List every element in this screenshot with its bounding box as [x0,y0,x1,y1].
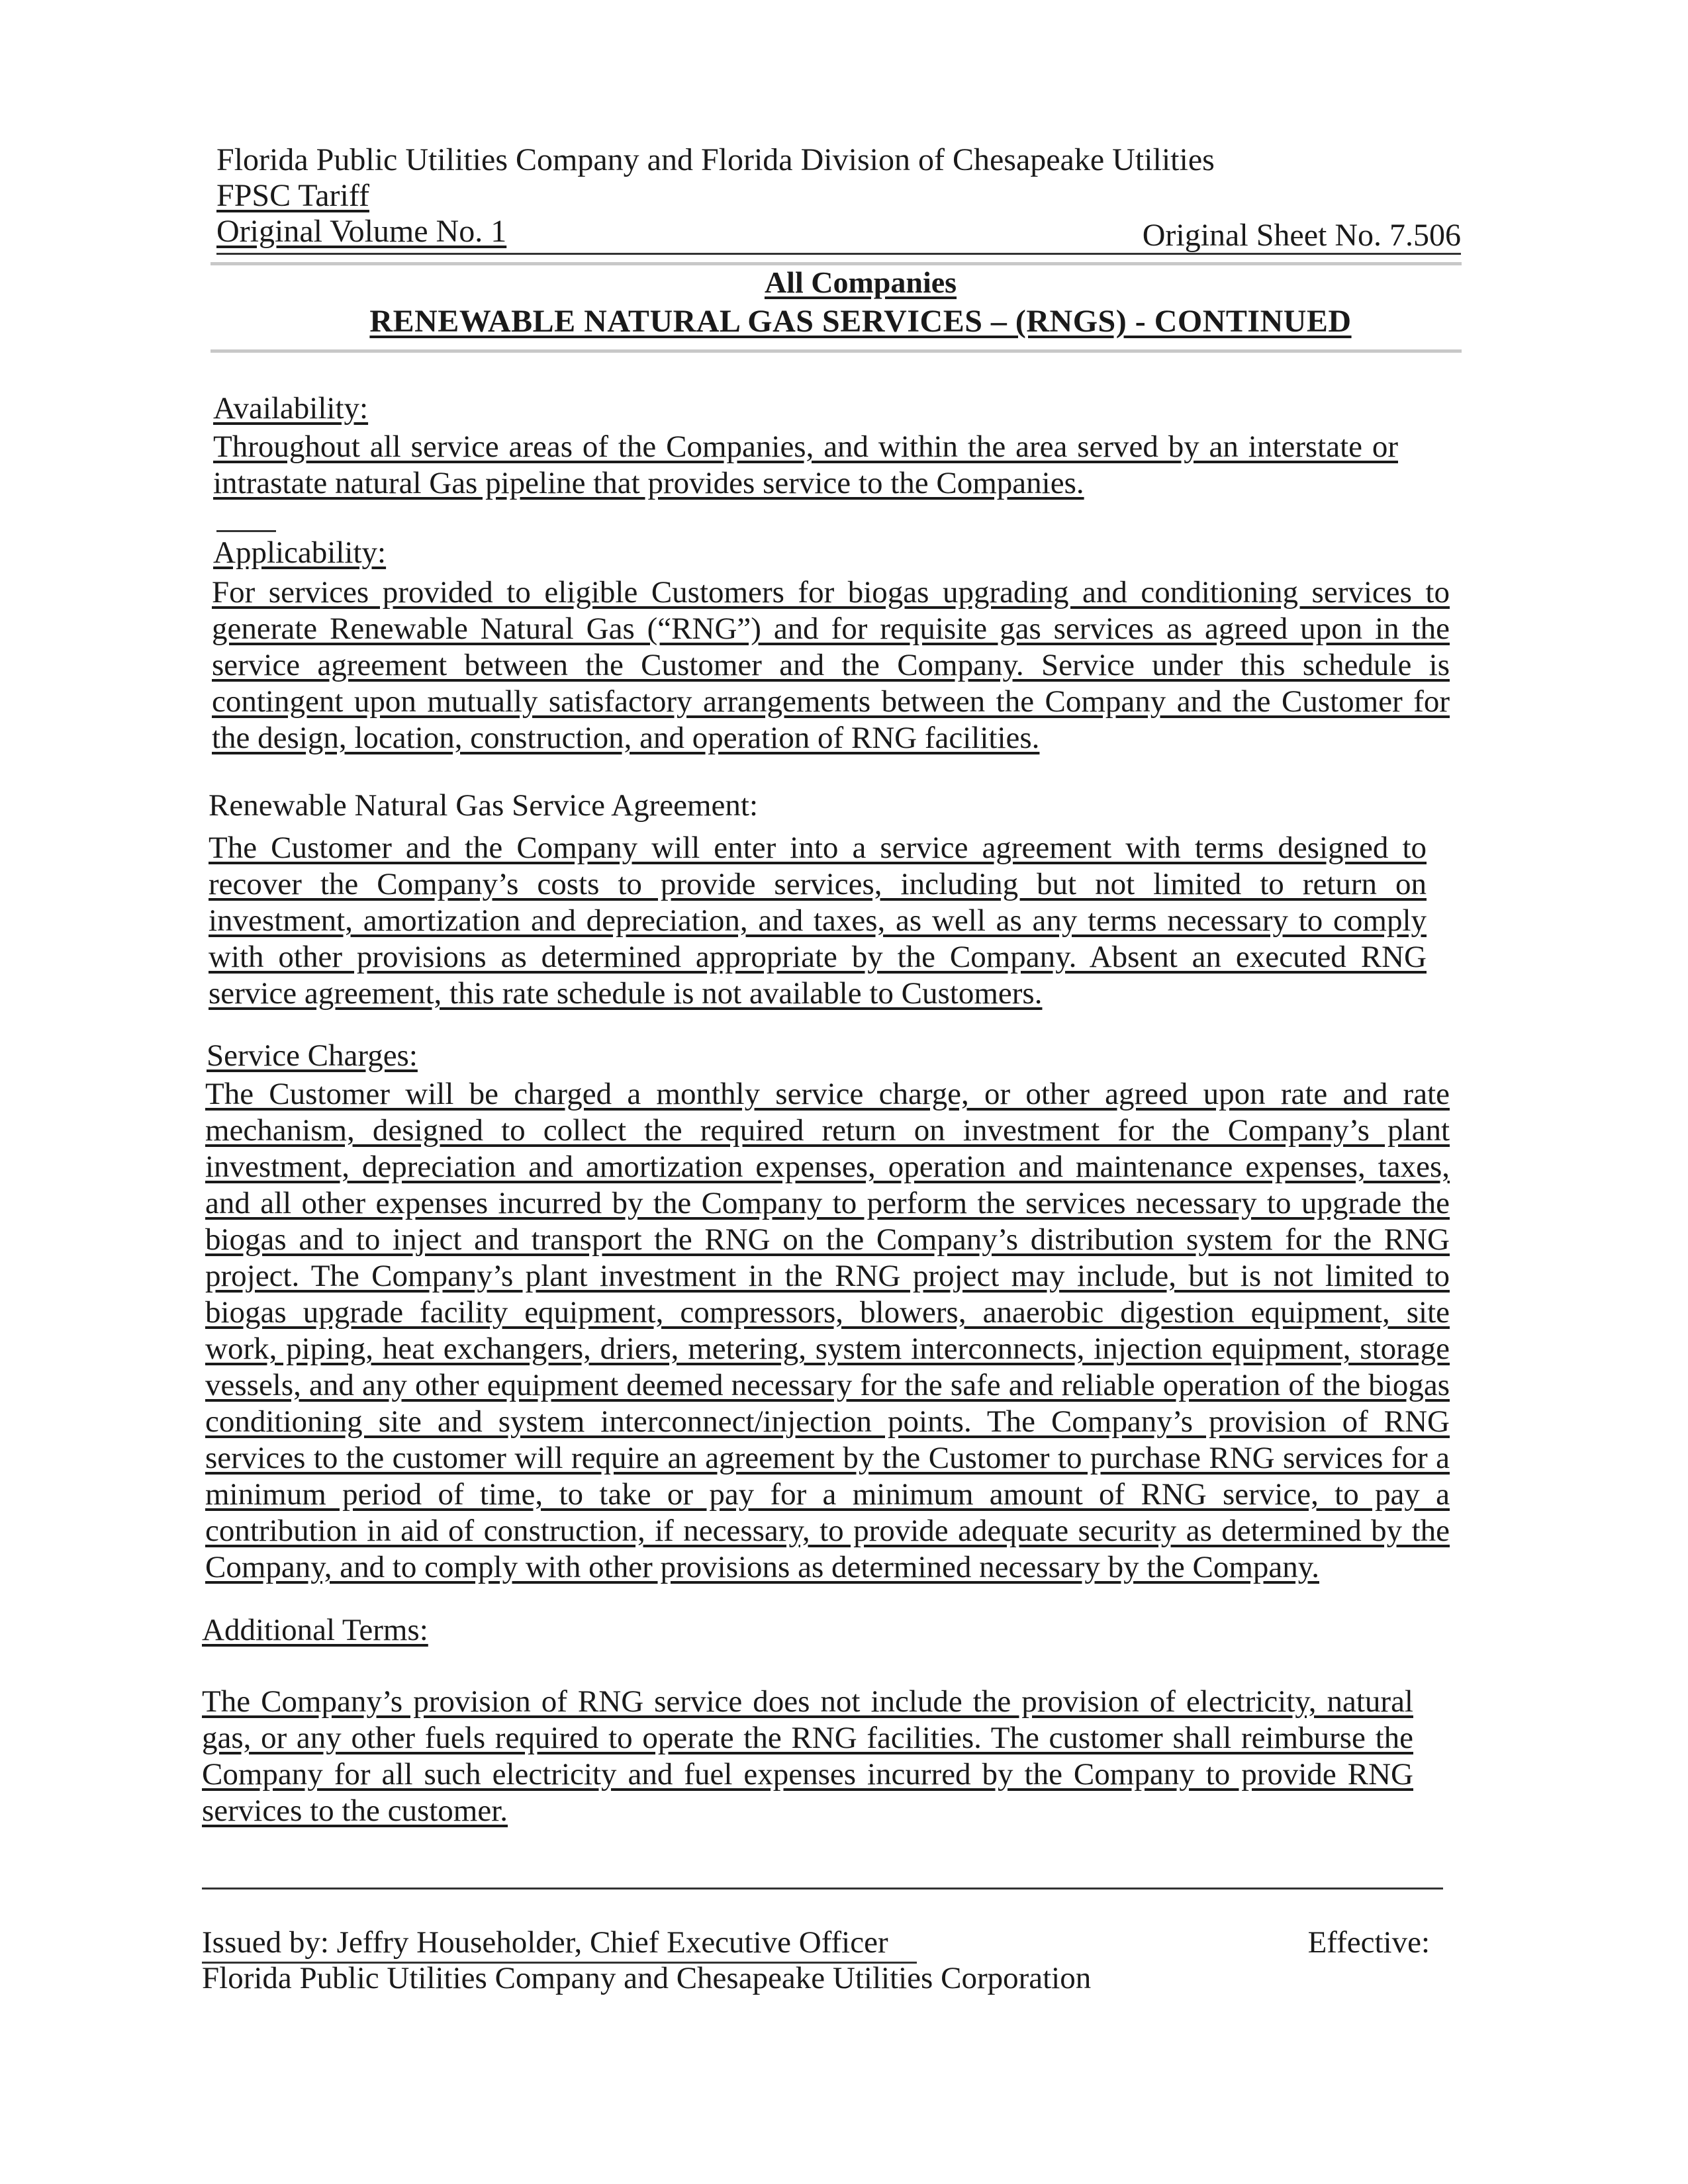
additional-terms-text: The Company’s provision of RNG service does not include the provision of electricity, natural gas, or any other fuels required to operate the RNG facilities. The customer shall reimburse the Company for all such electricity and fuel expenses incurred by the Company to provide RNG services to the customer. [202,1684,1413,1828]
header-sheet-number: Original Sheet No. 7.506 [1142,218,1461,253]
availability-text: Throughout all service areas of the Companies, and within the area served by an interstate or intrastate natural Gas pipeline that provides service to the Companies. [213,430,1398,500]
service-charges-heading: Service Charges: [207,1038,418,1073]
title-all-companies: All Companies [764,265,957,299]
additional-terms-heading: Additional Terms: [202,1613,428,1647]
applicability-text: For services provided to eligible Customers for biogas upgrading and conditioning services to generate Renewable Natural Gas (“RNG”) and for requisite gas services as agreed upon in the service agreement between the Customer and the Company. Service under this schedule is contingent upon mutually satisfactory arrangements between the Company and the Customer for the design, location, construction, and operation of RNG facilities. [212,575,1450,755]
header-company-line: Florida Public Utilities Company and Florida Division of Chesapeake Utilities [216,142,1215,177]
agreement-text: The Customer and the Company will enter into a service agreement with terms designed to recover the Company’s costs to provide services, including but not limited to return on investment, amortization and depreciation, and taxes, as well as any terms necessary to comply with other provisions as determined appropriate by the Company. Absent an executed RNG service agreement, this rate schedule is not available to Customers. [209,831,1427,1011]
availability-heading: Availability: [213,391,369,426]
footer-issued-row [202,1925,1443,1962]
footer-effective: Effective: [1307,1925,1430,1960]
footer-issued-by: Issued by: Jeffry Householder, Chief Executive Officer [202,1925,917,1964]
margin-mark [216,530,276,532]
title-rngs: RENEWABLE NATURAL GAS SERVICES – (RNGS) - CONTINUED [369,304,1352,339]
footer-company: Florida Public Utilities Company and Chesapeake Utilities Corporation [202,1961,1092,1995]
service-charges-text: The Customer will be charged a monthly service charge, or other agreed upon rate and rate mechanism, designed to collect the required return on investment for the Company’s plant investment, depreciation and amortization expenses, operation and maintenance expenses, taxes, and all other expenses incurred by the Company to perform the services necessary to upgrade the biogas and to inject and transport the RNG on the Company’s distribution system for the RNG project. The Company’s plant investment in the RNG project may include, but is not limited to biogas upgrade facility equipment, compressors, blowers, anaerobic digestion equipment, site work, piping, heat exchangers, driers, metering, system interconnects, injection equipment, storage vessels, and any other equipment deemed necessary for the safe and reliable operation of the biogas conditioning site and system interconnect/injection points. The Company’s provision of RNG services to the customer will require an agreement by the Customer to purchase RNG services for a minimum period of time, to take or pay for a minimum amount of RNG service, to pay a contribution in aid of construction, if necessary, to provide adequate security as determined by the Company, and to comply with other provisions as determined necessary by the Company. [205,1077,1450,1584]
agreement-heading: Renewable Natural Gas Service Agreement: [209,788,759,823]
header-volume-row [216,213,1461,255]
footer-divider [202,1888,1443,1889]
title-divider [211,349,1462,353]
applicability-heading: Applicability: [213,535,387,570]
header-tariff-line: FPSC Tariff [216,178,369,213]
header-volume: Original Volume No. 1 [216,214,507,249]
